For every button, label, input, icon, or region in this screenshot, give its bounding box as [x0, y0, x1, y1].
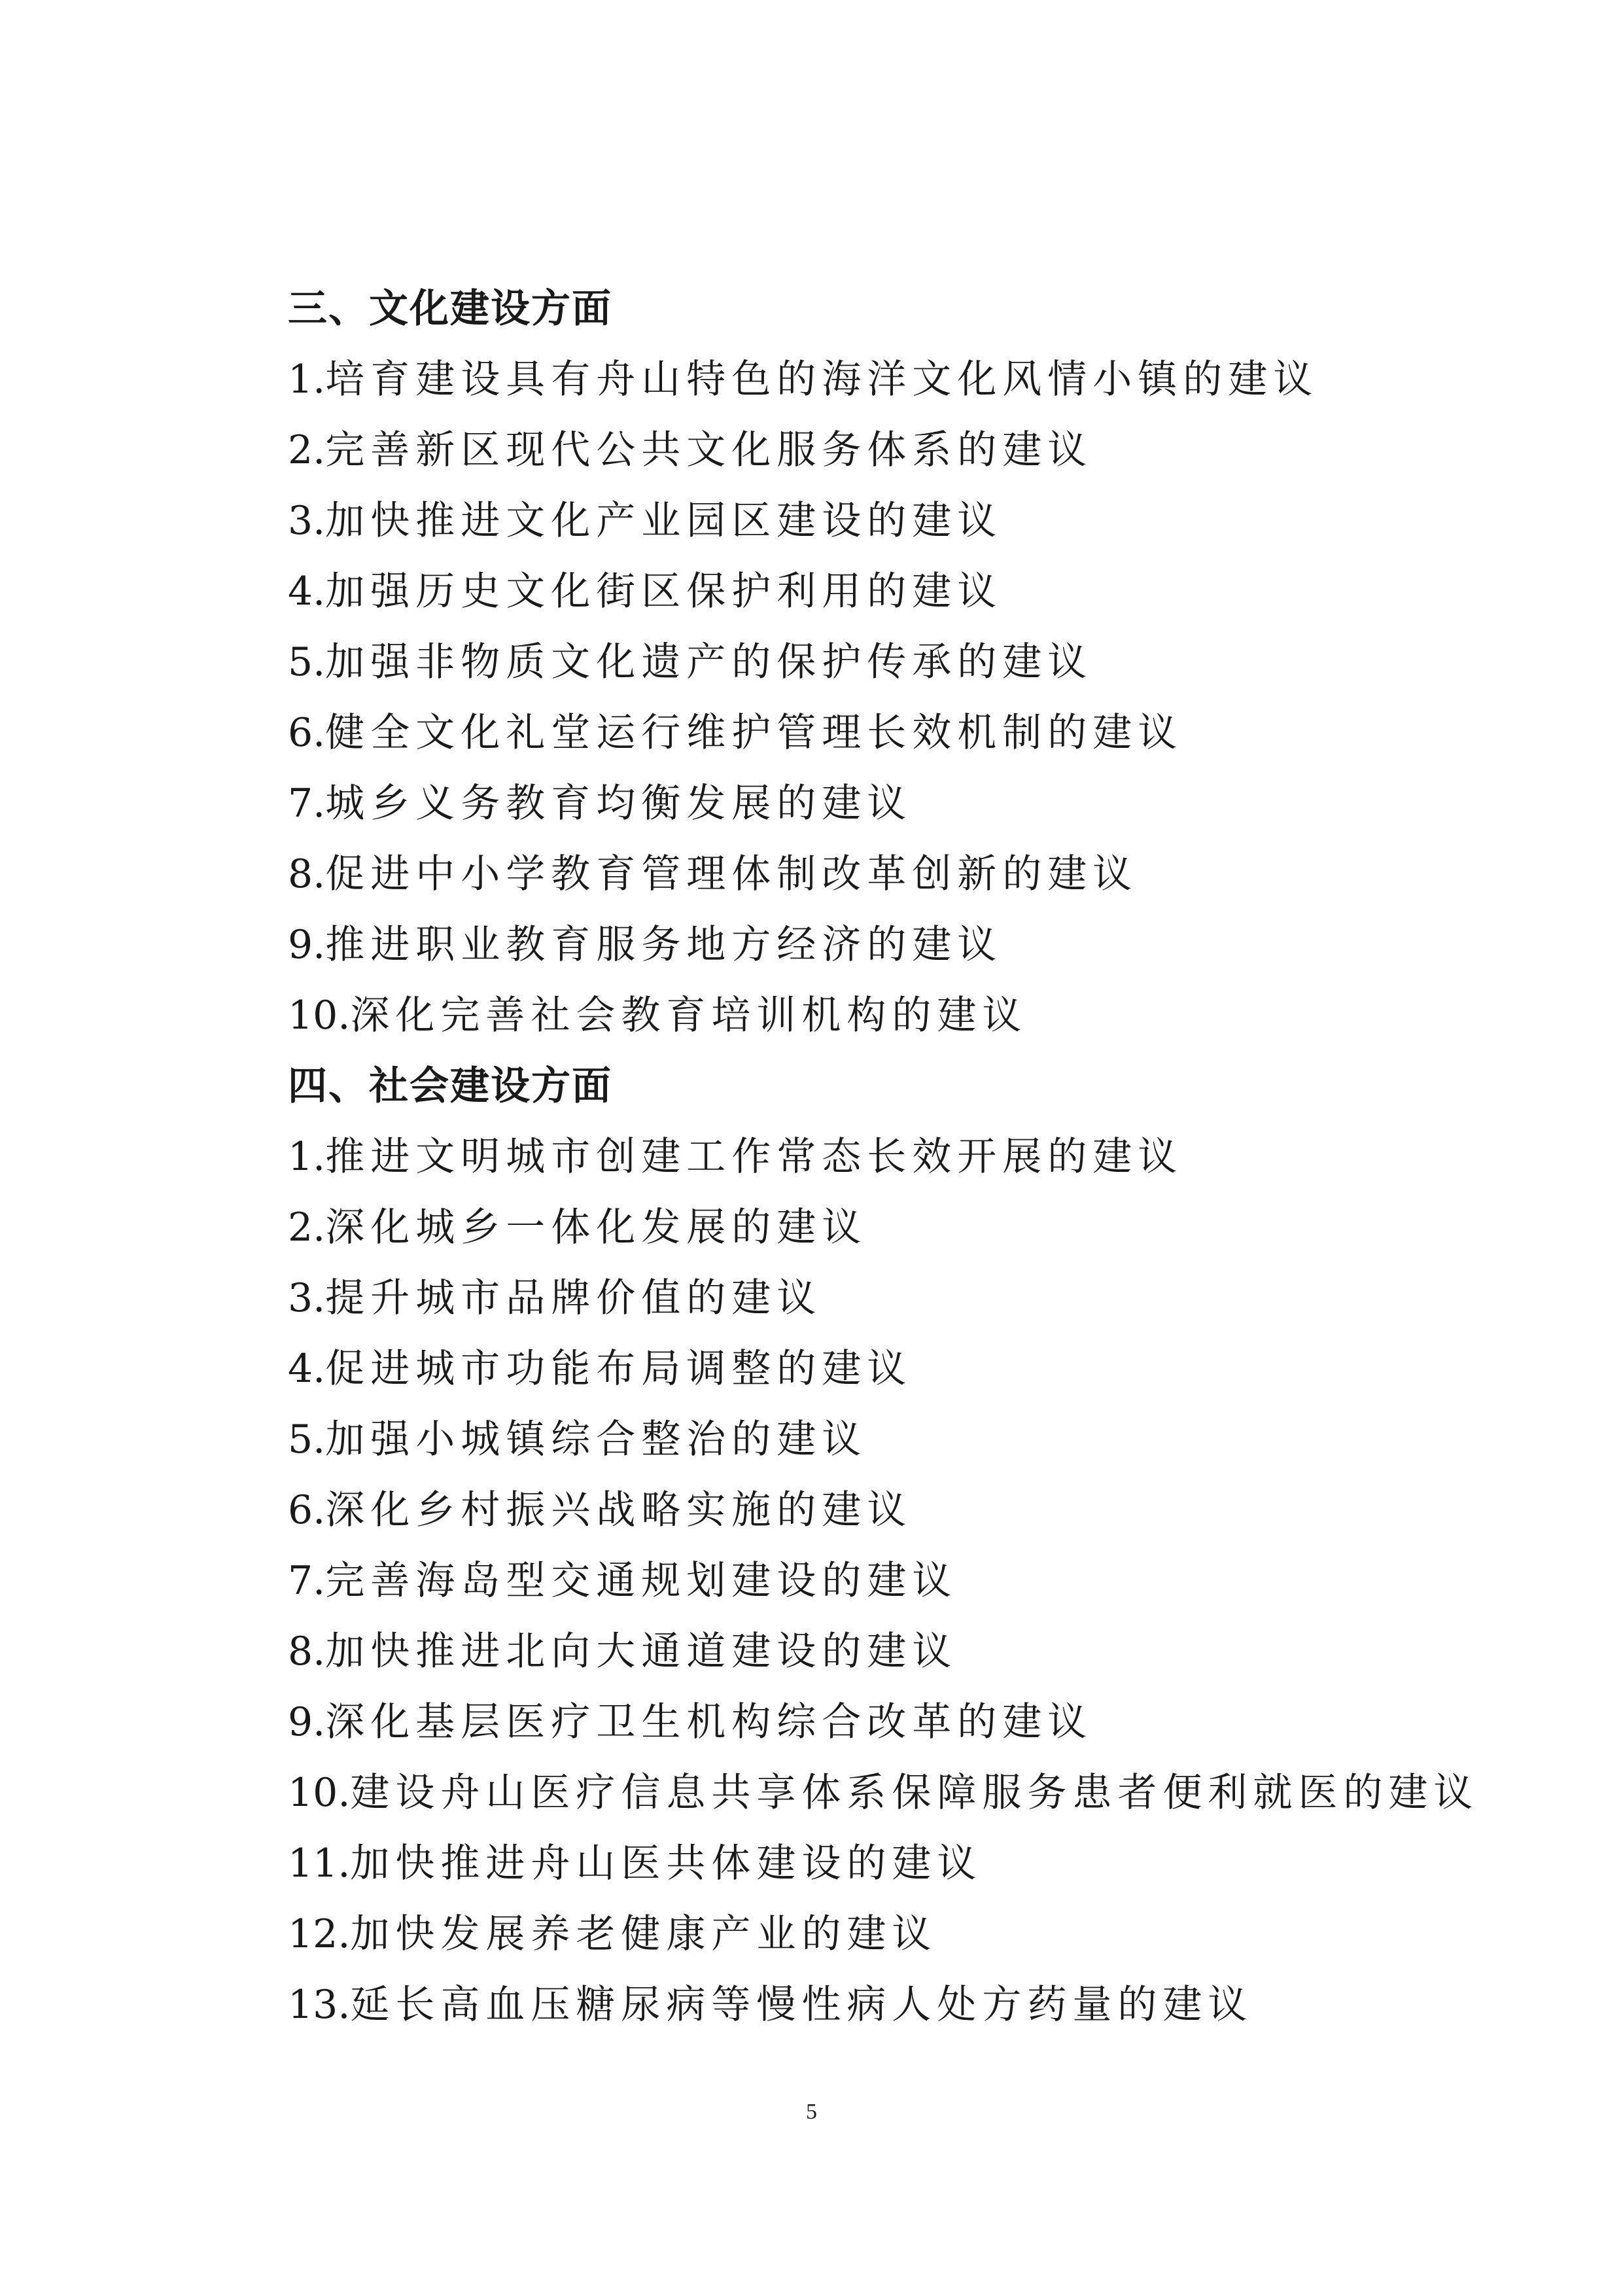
item-text: 加快推进舟山医共体建设的建议	[350, 1841, 983, 1886]
item-text: 加强非物质文化遗产的保护传承的建议	[325, 639, 1093, 685]
item-number: 2.	[288, 427, 326, 473]
item-text: 健全文化礼堂运行维护管理长效机制的建议	[325, 710, 1183, 756]
page-number: 5	[806, 2100, 817, 2124]
item-text: 加强小城镇综合整治的建议	[325, 1417, 867, 1462]
item-text: 加快发展养老健康产业的建议	[350, 1911, 937, 1957]
item-number: 12.	[288, 1911, 351, 1957]
item-text: 深化城乡一体化发展的建议	[325, 1205, 867, 1250]
item-text: 深化乡村振兴战略实施的建议	[325, 1487, 913, 1533]
item-number: 4.	[288, 569, 326, 614]
item-number: 9.	[288, 1699, 326, 1745]
item-text: 提升城市品牌价值的建议	[325, 1275, 822, 1321]
item-number: 2.	[288, 1205, 326, 1250]
item-text: 完善海岛型交通规划建设的建议	[325, 1558, 958, 1604]
item-text: 深化基层医疗卫生机构综合改革的建议	[325, 1699, 1093, 1745]
item-number: 7.	[288, 781, 326, 826]
list-item	[288, 344, 1531, 415]
item-number: 5.	[288, 639, 326, 685]
list-item	[288, 1122, 1531, 1192]
item-number: 5.	[288, 1417, 326, 1462]
item-number: 6.	[288, 710, 326, 756]
item-number: 13.	[288, 1982, 351, 2028]
item-text: 促进中小学教育管理体制改革创新的建议	[325, 851, 1138, 897]
item-text: 推进文明城市创建工作常态长效开展的建议	[325, 1134, 1183, 1180]
item-text: 深化完善社会教育培训机构的建议	[350, 993, 1028, 1038]
item-number: 3.	[288, 498, 326, 544]
list-item	[288, 698, 1531, 768]
list-item	[288, 1475, 1531, 1545]
item-number: 10.	[288, 993, 351, 1038]
list-item	[288, 627, 1531, 698]
item-text: 城乡义务教育均衡发展的建议	[325, 781, 913, 826]
list-item	[288, 486, 1531, 556]
item-text: 促进城市功能布局调整的建议	[325, 1346, 913, 1392]
item-number: 1.	[288, 1134, 326, 1180]
item-number: 6.	[288, 1487, 326, 1533]
list-item	[288, 1899, 1531, 1969]
item-text: 完善新区现代公共文化服务体系的建议	[325, 427, 1093, 473]
item-number: 11.	[288, 1841, 351, 1886]
list-item	[288, 1545, 1531, 1616]
section-heading-culture: 三、文化建设方面	[288, 286, 612, 332]
item-number: 7.	[288, 1558, 326, 1604]
list-item	[288, 1192, 1531, 1263]
list-item	[288, 1757, 1531, 1828]
item-number: 3.	[288, 1275, 326, 1321]
item-number: 4.	[288, 1346, 326, 1392]
list-item	[288, 910, 1531, 980]
list-item	[288, 415, 1531, 486]
item-text: 培育建设具有舟山特色的海洋文化风情小镇的建议	[325, 357, 1319, 402]
item-text: 推进职业教育服务地方经济的建议	[325, 922, 1003, 968]
list-item	[288, 768, 1531, 839]
list-item	[288, 1687, 1531, 1757]
item-text: 加强历史文化街区保护利用的建议	[325, 569, 1003, 614]
item-text: 加快推进文化产业园区建设的建议	[325, 498, 1003, 544]
list-item	[288, 1333, 1531, 1404]
section-heading-society: 四、社会建设方面	[288, 1063, 612, 1109]
item-number: 10.	[288, 1770, 351, 1816]
list-item	[288, 1969, 1531, 2040]
list-item	[288, 1404, 1531, 1475]
item-number: 8.	[288, 1629, 326, 1674]
list-item	[288, 556, 1531, 627]
item-number: 1.	[288, 357, 326, 402]
proposal-list	[288, 274, 1531, 2040]
list-item	[288, 1263, 1531, 1333]
list-item	[288, 839, 1531, 910]
item-number: 8.	[288, 851, 326, 897]
list-item	[288, 1616, 1531, 1687]
item-text: 加快推进北向大通道建设的建议	[325, 1629, 958, 1674]
list-item	[288, 980, 1531, 1051]
item-text: 建设舟山医疗信息共享体系保障服务患者便利就医的建议	[350, 1770, 1479, 1816]
item-text: 延长高血压糖尿病等慢性病人处方药量的建议	[350, 1982, 1253, 2028]
list-item	[288, 1828, 1531, 1899]
item-number: 9.	[288, 922, 326, 968]
